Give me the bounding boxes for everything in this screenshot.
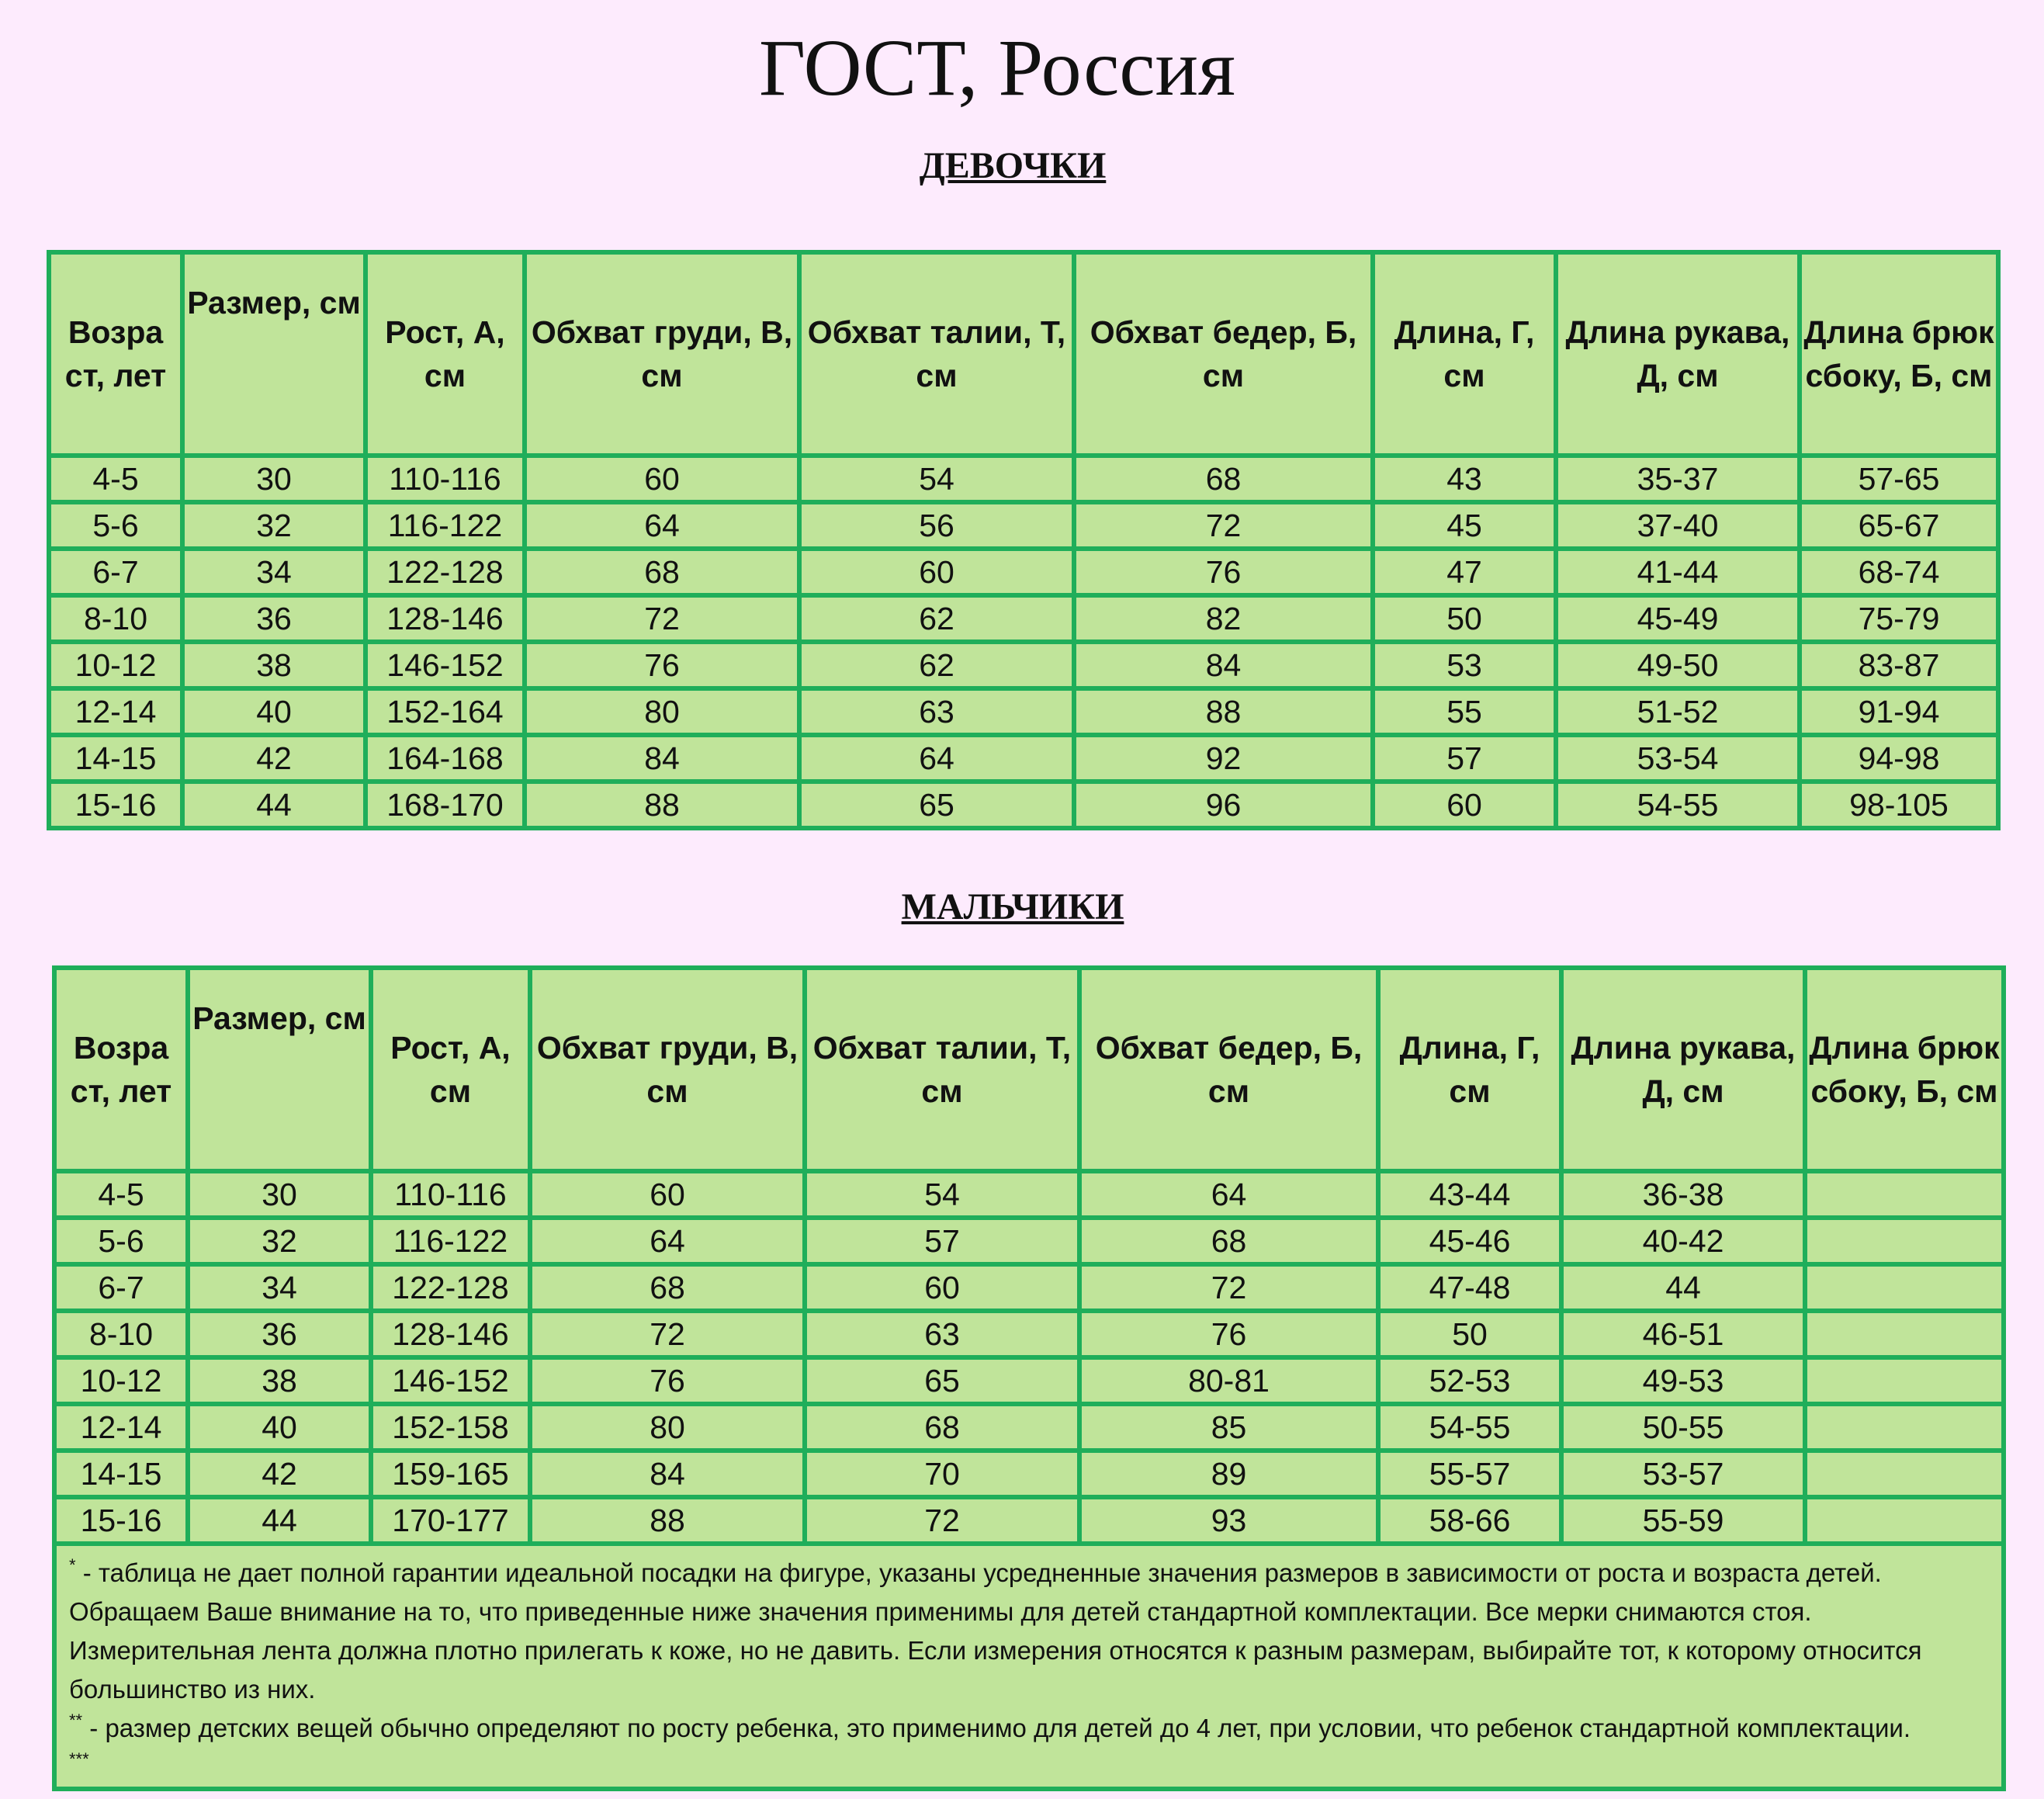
cell: 58-66 bbox=[1378, 1497, 1561, 1544]
cell: 89 bbox=[1079, 1451, 1378, 1497]
column-header-length: Длина, Г, см bbox=[1373, 252, 1556, 456]
boys-size-table bbox=[52, 965, 2006, 1791]
cell: 55-59 bbox=[1561, 1497, 1805, 1544]
cell: 76 bbox=[1079, 1311, 1378, 1357]
cell: 122-128 bbox=[371, 1264, 530, 1311]
footnote-2 bbox=[69, 1709, 1994, 1748]
cell: 47 bbox=[1373, 549, 1556, 595]
cell: 40-42 bbox=[1561, 1218, 1805, 1264]
table-row bbox=[49, 595, 1998, 642]
cell: 70 bbox=[805, 1451, 1079, 1497]
cell: 116-122 bbox=[371, 1218, 530, 1264]
cell: 14-15 bbox=[54, 1451, 188, 1497]
cell: 68 bbox=[1074, 456, 1373, 502]
cell: 63 bbox=[805, 1311, 1079, 1357]
cell: 50-55 bbox=[1561, 1404, 1805, 1451]
cell: 80 bbox=[530, 1404, 805, 1451]
cell: 116-122 bbox=[365, 502, 525, 549]
cell: 57 bbox=[805, 1218, 1079, 1264]
cell: 72 bbox=[525, 595, 799, 642]
cell: 53 bbox=[1373, 642, 1556, 688]
cell: 6-7 bbox=[49, 549, 182, 595]
column-header-size: Размер, см bbox=[188, 968, 371, 1171]
cell: 94-98 bbox=[1800, 735, 1998, 782]
cell: 68 bbox=[530, 1264, 805, 1311]
cell: 68 bbox=[1079, 1218, 1378, 1264]
cell: 83-87 bbox=[1800, 642, 1998, 688]
cell: 12-14 bbox=[49, 688, 182, 735]
cell: 88 bbox=[1074, 688, 1373, 735]
boys-heading: МАЛЬЧИКИ bbox=[901, 886, 1124, 927]
column-header-age: Возра ст, лет bbox=[54, 968, 188, 1171]
cell: 55 bbox=[1373, 688, 1556, 735]
cell: 53-54 bbox=[1556, 735, 1800, 782]
cell: 5-6 bbox=[54, 1218, 188, 1264]
cell: 128-146 bbox=[371, 1311, 530, 1357]
footnote-3 bbox=[69, 1748, 1994, 1787]
table-row bbox=[54, 1451, 2004, 1497]
table-row bbox=[54, 1497, 2004, 1544]
cell: 76 bbox=[1074, 549, 1373, 595]
column-header-sleeve: Длина рукава, Д, см bbox=[1556, 252, 1800, 456]
cell: 62 bbox=[799, 642, 1074, 688]
cell: 10-12 bbox=[54, 1357, 188, 1404]
footnote-mark-3: *** bbox=[69, 1749, 89, 1769]
cell bbox=[1805, 1497, 2004, 1544]
cell: 84 bbox=[530, 1451, 805, 1497]
cell: 42 bbox=[188, 1451, 371, 1497]
cell: 45 bbox=[1373, 502, 1556, 549]
cell bbox=[1805, 1311, 2004, 1357]
cell: 60 bbox=[799, 549, 1074, 595]
cell: 64 bbox=[1079, 1171, 1378, 1218]
cell: 80-81 bbox=[1079, 1357, 1378, 1404]
cell: 65 bbox=[805, 1357, 1079, 1404]
cell: 75-79 bbox=[1800, 595, 1998, 642]
cell: 51-52 bbox=[1556, 688, 1800, 735]
cell: 49-50 bbox=[1556, 642, 1800, 688]
cell: 84 bbox=[1074, 642, 1373, 688]
cell: 15-16 bbox=[54, 1497, 188, 1544]
table-row bbox=[54, 1264, 2004, 1311]
column-header-trousers: Длина брюк сбоку, Б, см bbox=[1805, 968, 2004, 1171]
cell: 65-67 bbox=[1800, 502, 1998, 549]
cell: 44 bbox=[182, 782, 365, 828]
footnote-1 bbox=[69, 1554, 1994, 1709]
footnote-text-1: - таблица не дает полной гарантии идеальной посадки на фигуре, указаны усредненные значения размеров в зависимости от роста и возраста детей. Обращаем Ваше внимание на то, что приведенные ниже значения применимы для детей стандартной комплектации. Все мерки снимаются стоя. Измерительная лента должна плотно прилегать к коже, но не давить. Если измерения относятся к разным размерам, выбирайте тот, к которому относится большинство из них. bbox=[69, 1558, 1922, 1704]
cell: 92 bbox=[1074, 735, 1373, 782]
table-row bbox=[49, 642, 1998, 688]
cell: 42 bbox=[182, 735, 365, 782]
cell: 122-128 bbox=[365, 549, 525, 595]
cell: 98-105 bbox=[1800, 782, 1998, 828]
cell: 34 bbox=[182, 549, 365, 595]
girls-heading: ДЕВОЧКИ bbox=[919, 145, 1107, 186]
cell: 57 bbox=[1373, 735, 1556, 782]
column-header-trousers: Длина брюк сбоку, Б, см bbox=[1800, 252, 1998, 456]
cell: 65 bbox=[799, 782, 1074, 828]
cell: 72 bbox=[1074, 502, 1373, 549]
table-row bbox=[49, 688, 1998, 735]
footnote-mark-1: * bbox=[69, 1555, 76, 1575]
cell: 43-44 bbox=[1378, 1171, 1561, 1218]
cell: 30 bbox=[188, 1171, 371, 1218]
table-row bbox=[49, 456, 1998, 502]
footnotes bbox=[54, 1544, 2004, 1789]
cell: 4-5 bbox=[54, 1171, 188, 1218]
notes-row bbox=[54, 1544, 2004, 1789]
cell: 88 bbox=[530, 1497, 805, 1544]
column-header-height: Рост, А, см bbox=[365, 252, 525, 456]
cell: 68 bbox=[805, 1404, 1079, 1451]
cell: 82 bbox=[1074, 595, 1373, 642]
cell: 152-164 bbox=[365, 688, 525, 735]
column-header-waist: Обхват талии, Т, см bbox=[799, 252, 1074, 456]
column-header-age: Возра ст, лет bbox=[49, 252, 182, 456]
table-row bbox=[54, 1218, 2004, 1264]
cell: 110-116 bbox=[371, 1171, 530, 1218]
cell: 60 bbox=[805, 1264, 1079, 1311]
footnote-text-2: - размер детских вещей обычно определяют по росту ребенка, это применимо для детей до 4 лет, при условии, что ребенок стандартной комплектации. bbox=[82, 1714, 1911, 1742]
cell: 68-74 bbox=[1800, 549, 1998, 595]
cell: 43 bbox=[1373, 456, 1556, 502]
cell: 35-37 bbox=[1556, 456, 1800, 502]
cell: 55-57 bbox=[1378, 1451, 1561, 1497]
cell: 53-57 bbox=[1561, 1451, 1805, 1497]
cell bbox=[1805, 1264, 2004, 1311]
column-header-sleeve: Длина рукава, Д, см bbox=[1561, 968, 1805, 1171]
cell: 146-152 bbox=[371, 1357, 530, 1404]
cell: 146-152 bbox=[365, 642, 525, 688]
cell: 50 bbox=[1378, 1311, 1561, 1357]
cell: 62 bbox=[799, 595, 1074, 642]
column-header-chest: Обхват груди, В, см bbox=[525, 252, 799, 456]
cell: 45-49 bbox=[1556, 595, 1800, 642]
cell: 38 bbox=[188, 1357, 371, 1404]
cell: 60 bbox=[1373, 782, 1556, 828]
column-header-waist: Обхват талии, Т, см bbox=[805, 968, 1079, 1171]
table-row bbox=[49, 549, 1998, 595]
cell: 6-7 bbox=[54, 1264, 188, 1311]
cell: 72 bbox=[530, 1311, 805, 1357]
cell: 47-48 bbox=[1378, 1264, 1561, 1311]
cell: 32 bbox=[182, 502, 365, 549]
cell bbox=[1805, 1451, 2004, 1497]
cell: 64 bbox=[799, 735, 1074, 782]
girls-size-table bbox=[47, 250, 2001, 830]
table-row bbox=[54, 1171, 2004, 1218]
cell bbox=[1805, 1404, 2004, 1451]
table-row bbox=[54, 1404, 2004, 1451]
cell: 36 bbox=[182, 595, 365, 642]
cell: 8-10 bbox=[54, 1311, 188, 1357]
cell: 164-168 bbox=[365, 735, 525, 782]
cell: 14-15 bbox=[49, 735, 182, 782]
cell: 56 bbox=[799, 502, 1074, 549]
cell bbox=[1805, 1218, 2004, 1264]
cell: 45-46 bbox=[1378, 1218, 1561, 1264]
cell: 32 bbox=[188, 1218, 371, 1264]
cell: 60 bbox=[530, 1171, 805, 1218]
cell: 12-14 bbox=[54, 1404, 188, 1451]
cell bbox=[1805, 1357, 2004, 1404]
cell: 54-55 bbox=[1378, 1404, 1561, 1451]
cell: 30 bbox=[182, 456, 365, 502]
column-header-hips: Обхват бедер, Б, см bbox=[1079, 968, 1378, 1171]
cell: 4-5 bbox=[49, 456, 182, 502]
cell: 72 bbox=[805, 1497, 1079, 1544]
cell: 168-170 bbox=[365, 782, 525, 828]
column-header-length: Длина, Г, см bbox=[1378, 968, 1561, 1171]
cell: 36 bbox=[188, 1311, 371, 1357]
cell: 52-53 bbox=[1378, 1357, 1561, 1404]
cell: 40 bbox=[182, 688, 365, 735]
cell: 10-12 bbox=[49, 642, 182, 688]
cell: 64 bbox=[530, 1218, 805, 1264]
cell: 128-146 bbox=[365, 595, 525, 642]
cell: 40 bbox=[188, 1404, 371, 1451]
cell: 64 bbox=[525, 502, 799, 549]
cell: 54-55 bbox=[1556, 782, 1800, 828]
cell: 63 bbox=[799, 688, 1074, 735]
cell: 5-6 bbox=[49, 502, 182, 549]
cell: 91-94 bbox=[1800, 688, 1998, 735]
cell: 84 bbox=[525, 735, 799, 782]
table-row bbox=[49, 735, 1998, 782]
cell: 15-16 bbox=[49, 782, 182, 828]
table-row bbox=[49, 502, 1998, 549]
cell bbox=[1805, 1171, 2004, 1218]
cell: 57-65 bbox=[1800, 456, 1998, 502]
cell: 152-158 bbox=[371, 1404, 530, 1451]
page-title: ГОСТ, Россия bbox=[758, 23, 1236, 113]
cell: 38 bbox=[182, 642, 365, 688]
table-row bbox=[54, 1311, 2004, 1357]
cell: 41-44 bbox=[1556, 549, 1800, 595]
cell: 50 bbox=[1373, 595, 1556, 642]
footnote-mark-2: ** bbox=[69, 1711, 83, 1730]
cell: 37-40 bbox=[1556, 502, 1800, 549]
cell: 44 bbox=[1561, 1264, 1805, 1311]
cell: 72 bbox=[1079, 1264, 1378, 1311]
column-header-size: Размер, см bbox=[182, 252, 365, 456]
cell: 49-53 bbox=[1561, 1357, 1805, 1404]
cell: 80 bbox=[525, 688, 799, 735]
cell: 93 bbox=[1079, 1497, 1378, 1544]
cell: 36-38 bbox=[1561, 1171, 1805, 1218]
cell: 60 bbox=[525, 456, 799, 502]
cell: 8-10 bbox=[49, 595, 182, 642]
boys-header-row bbox=[54, 968, 2004, 1171]
cell: 68 bbox=[525, 549, 799, 595]
table-row bbox=[49, 782, 1998, 828]
cell: 76 bbox=[530, 1357, 805, 1404]
cell: 46-51 bbox=[1561, 1311, 1805, 1357]
cell: 76 bbox=[525, 642, 799, 688]
cell: 88 bbox=[525, 782, 799, 828]
cell: 96 bbox=[1074, 782, 1373, 828]
column-header-hips: Обхват бедер, Б, см bbox=[1074, 252, 1373, 456]
column-header-chest: Обхват груди, В, см bbox=[530, 968, 805, 1171]
column-header-height: Рост, А, см bbox=[371, 968, 530, 1171]
girls-header-row bbox=[49, 252, 1998, 456]
cell: 85 bbox=[1079, 1404, 1378, 1451]
cell: 110-116 bbox=[365, 456, 525, 502]
cell: 54 bbox=[799, 456, 1074, 502]
cell: 44 bbox=[188, 1497, 371, 1544]
cell: 159-165 bbox=[371, 1451, 530, 1497]
table-row bbox=[54, 1357, 2004, 1404]
cell: 34 bbox=[188, 1264, 371, 1311]
cell: 170-177 bbox=[371, 1497, 530, 1544]
cell: 54 bbox=[805, 1171, 1079, 1218]
